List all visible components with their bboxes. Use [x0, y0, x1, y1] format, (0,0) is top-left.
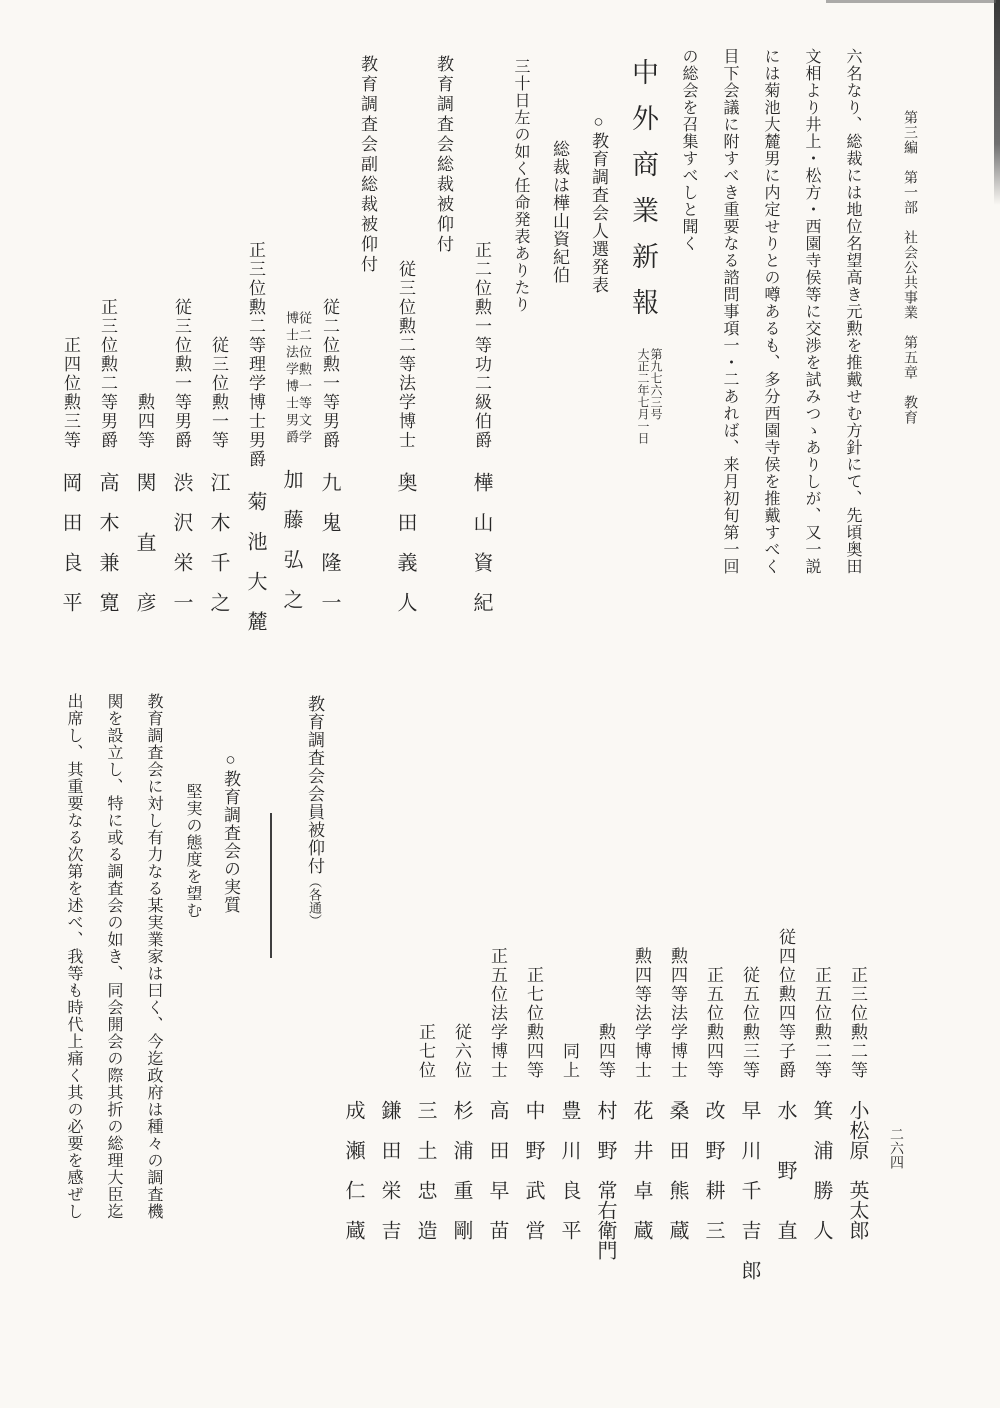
text-line: には菊池大麓男に内定せりとの噂あるも、多分西園寺侯を推戴すべく — [762, 48, 779, 575]
person-name: 杉 浦 重 剛 — [450, 1100, 472, 1240]
appointment-entry — [407, 690, 443, 1280]
appointment-entry — [443, 690, 479, 1280]
appointment-entry — [126, 48, 163, 631]
text-line: 文相より井上・松方・西園寺侯等に交渉を試みつゝありしが、又一説 — [803, 48, 820, 575]
appointment-label — [293, 690, 335, 1280]
appointment-entry — [623, 690, 659, 1280]
article2-headline: ○教育調査会の実質 — [221, 750, 240, 914]
person-name: 村 野 常右衛門 — [594, 1100, 616, 1260]
scan-top-artifact — [826, 0, 996, 3]
person-name: 渋 沢 栄 一 — [170, 472, 192, 612]
rank-title: 正二位勲一等功二級伯爵 — [472, 241, 491, 450]
person-name: 菊 池 大 麓 — [244, 491, 266, 631]
rank-title: 正四位勲三等 — [61, 336, 80, 450]
person-name: 桑 田 熊 蔵 — [666, 1100, 688, 1240]
article-headline: ○教育調査会人選発表 — [589, 112, 608, 294]
appointment-entry — [237, 48, 274, 631]
person-name: 樺 山 資 紀 — [470, 472, 492, 612]
source-heading-column — [618, 48, 668, 631]
rank-title: 従三位勲一等男爵 — [172, 298, 191, 450]
appointment-entry — [311, 48, 348, 631]
upper-text-block — [52, 48, 873, 631]
rank-title: 勲四等法学博士 — [632, 947, 651, 1080]
appointment-entry — [274, 48, 311, 631]
person-name: 関 直 彦 — [133, 472, 155, 612]
rank-title: 正五位勲四等 — [704, 966, 723, 1080]
person-name: 箕 浦 勝 人 — [810, 1100, 832, 1240]
person-name: 水 野 直 — [774, 1100, 796, 1240]
rank-title: 勲四等法学博士 — [668, 947, 687, 1080]
person-name: 三 土 忠 造 — [414, 1100, 436, 1240]
appointment-entry — [200, 48, 237, 631]
rank-title: 正七位 — [416, 1023, 435, 1080]
person-name: 高 木 兼 寛 — [96, 472, 118, 612]
rank-title: 正三位勲二等理学博士男爵 — [246, 241, 265, 469]
article-lead: 三十日左の如く任命発表ありたり — [512, 58, 529, 313]
appointment-entry — [731, 690, 767, 1280]
appointment-entry — [387, 48, 424, 631]
appointment-entry — [695, 690, 731, 1280]
scan-edge-artifact — [994, 0, 1000, 205]
person-name: 鎌 田 栄 吉 — [378, 1100, 400, 1240]
person-name: 中 野 武 営 — [522, 1100, 544, 1240]
person-name: 九 鬼 隆 一 — [318, 472, 340, 612]
appointment-entry — [163, 48, 200, 631]
appointment-entry — [803, 690, 839, 1280]
rank-title-line: 博士法学博士男爵 — [284, 311, 299, 447]
section-divider — [249, 690, 293, 1280]
rank-title: 従六位 — [452, 1023, 471, 1080]
issue-date: 大正二年七月一日 — [636, 348, 650, 444]
appointment-label: 教育調査会副総裁被仰付 — [358, 55, 377, 275]
appointment-entry — [463, 48, 500, 631]
appointment-label: 教育調査会総裁被仰付 — [434, 55, 453, 255]
rank-title-two-line — [285, 241, 311, 447]
page-number: 二六四 — [888, 1127, 903, 1169]
rank-title: 正三位勲二等 — [848, 966, 867, 1080]
rank-title: 従三位勲一等 — [209, 336, 228, 450]
person-name: 豊 川 良 平 — [558, 1100, 580, 1240]
article2-subheadline: 堅実の態度を望む — [184, 783, 201, 919]
person-name: 小松原 英太郎 — [846, 1100, 868, 1240]
text-line: 関を設立し、特に或る調査会の如き、同会開会の際其折の総理大臣迄 — [105, 693, 122, 1220]
rank-title: 勲四等 — [135, 393, 154, 450]
person-name: 高 田 早 苗 — [486, 1100, 508, 1240]
person-name: 奥 田 義 人 — [394, 472, 416, 612]
appointment-label-text: 教育調査会会員被仰付 — [305, 695, 324, 875]
text-line: 目下会議に附すべき重要なる諮問事項一・二あれば、来月初旬第一回 — [721, 48, 738, 575]
person-name: 改 野 耕 三 — [702, 1100, 724, 1240]
rank-title: 正三位勲二等男爵 — [98, 298, 117, 450]
appointment-entry — [659, 690, 695, 1280]
rank-title: 正七位勲四等 — [524, 966, 543, 1080]
text-line: 教育調査会に対し有力なる某実業家は曰く、今迄政府は種々の調査機 — [145, 693, 162, 1220]
person-name: 岡 田 良 平 — [59, 472, 81, 612]
rank-title: 正五位法学博士 — [488, 947, 507, 1080]
rank-title: 勲四等 — [596, 1023, 615, 1080]
rank-title-line: 従二位勲一等文学 — [297, 311, 312, 447]
appointment-entry — [551, 690, 587, 1280]
rank-title: 正五位勲二等 — [812, 966, 831, 1080]
text-line: の総会を召集すべしと聞く — [680, 48, 697, 252]
rank-title: 従五位勲三等 — [740, 966, 759, 1080]
rank-title: 従三位勲二等法学博士 — [396, 260, 415, 450]
lower-text-block — [53, 690, 875, 1280]
person-name: 江 木 千 之 — [207, 472, 229, 612]
appointment-entry — [89, 48, 126, 631]
issue-date-note — [636, 348, 662, 444]
running-head: 第三編 第一部 社会公共事業 第五章 教育 — [902, 110, 917, 425]
rank-title: 従二位勲一等男爵 — [320, 298, 339, 450]
rank-title: 従四位勲四等子爵 — [776, 928, 795, 1080]
text-line: 六名なり、総裁には地位名望高き元勲を推戴せむ方針にて、先頃奥田 — [844, 48, 861, 575]
appointment-entry — [479, 690, 515, 1280]
appointment-entry — [839, 690, 875, 1280]
rank-title: 同上 — [560, 1042, 579, 1080]
appointment-entry — [587, 690, 623, 1280]
issue-number: 第九七六三号 — [649, 348, 663, 420]
person-name: 早 川 千 吉 郎 — [738, 1100, 760, 1280]
appointment-entry — [335, 690, 371, 1280]
article-subheadline: 総裁は樺山資紀伯 — [550, 140, 569, 284]
person-name: 成 瀬 仁 蔵 — [342, 1100, 364, 1240]
appointment-entry — [767, 690, 803, 1280]
appointment-label-suffix: （各通） — [307, 875, 322, 927]
divider-rule — [270, 813, 272, 958]
appointment-entry — [371, 690, 407, 1280]
person-name: 花 井 卓 蔵 — [630, 1100, 652, 1240]
text-line: 出席し、其重要なる次第を述べ、我等も時代上痛く其の必要を感ぜし — [65, 693, 82, 1220]
newspaper-name: 中外商業新報 — [628, 58, 658, 334]
person-name: 加 藤 弘 之 — [280, 469, 302, 609]
appointment-entry — [515, 690, 551, 1280]
appointment-entry — [52, 48, 89, 631]
